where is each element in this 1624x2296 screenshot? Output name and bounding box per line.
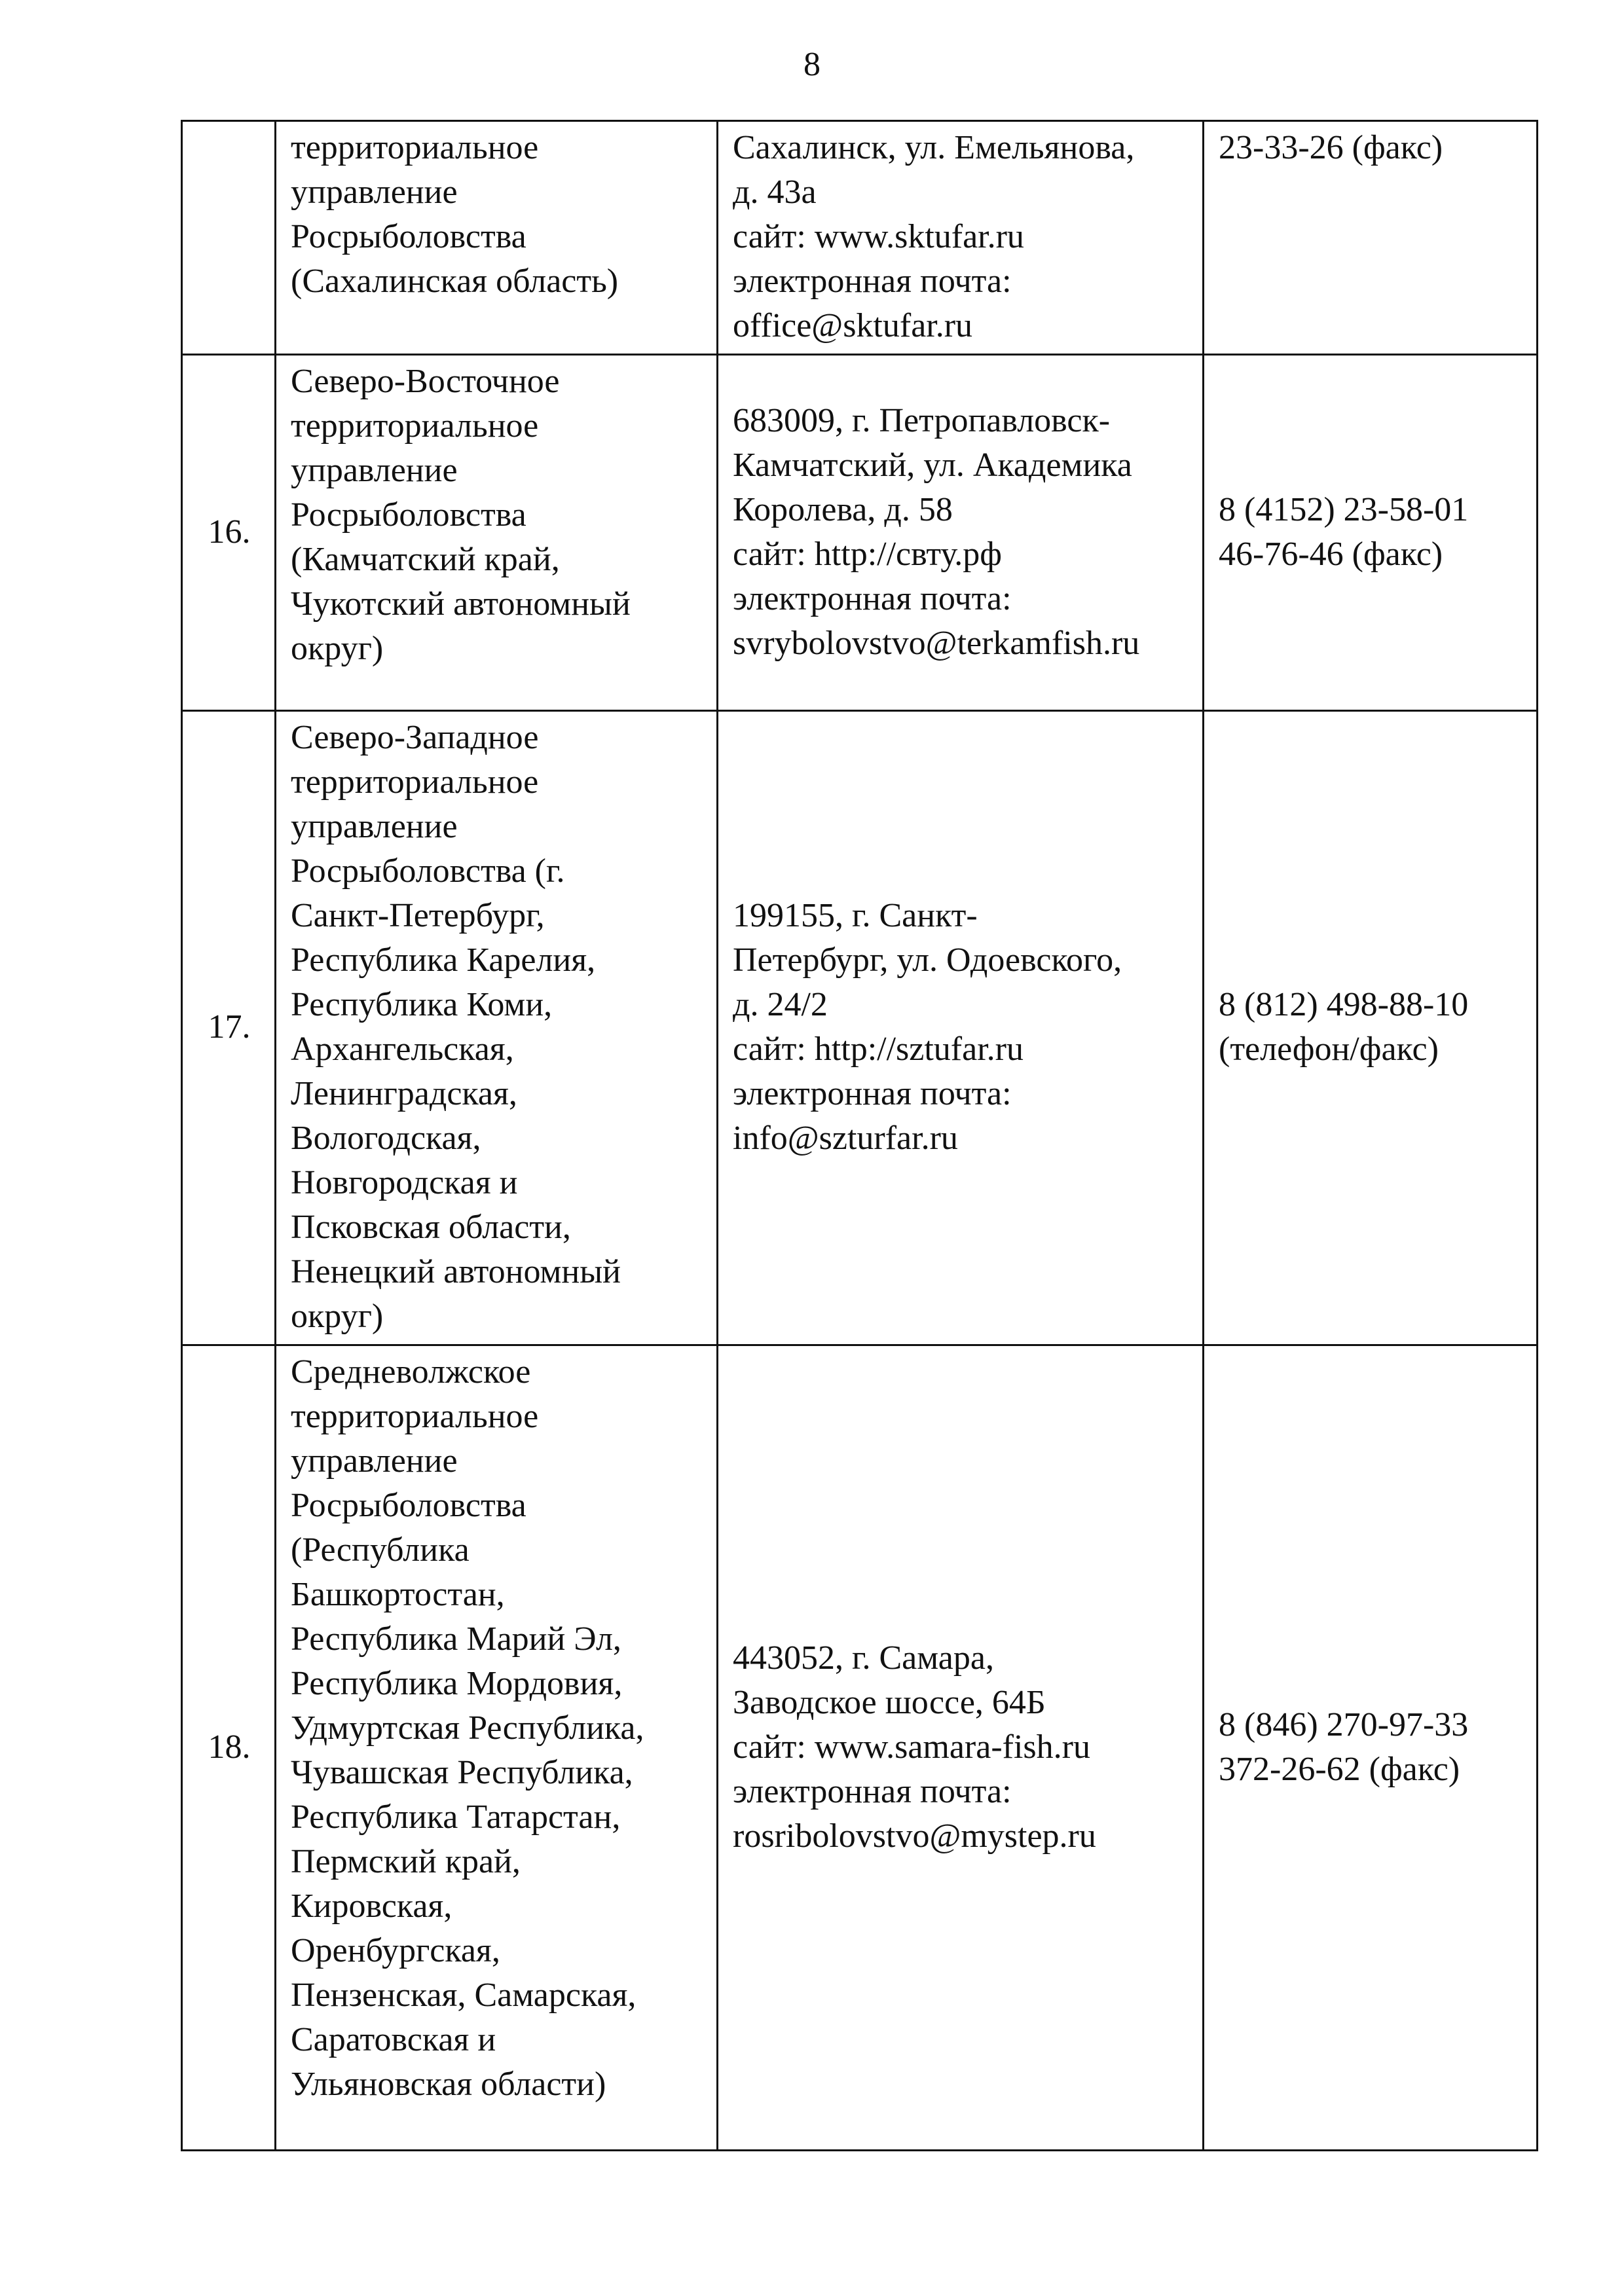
table-row (182, 711, 1538, 1345)
phone-cell: 8 (812) 498-88-10 (телефон/факс) (1204, 711, 1538, 1345)
page-number: 8 (803, 46, 821, 83)
table-row (182, 121, 1538, 355)
organization-cell: Северо-Западное территориальное управление Росрыболовства (г. Санкт-Петербург, Республика Карелия, Республика Коми, Архангельская, Ленинградская, Вологодская, Новгородская и Псковская области, Ненецкий автономный округ) (276, 711, 718, 1345)
row-number (182, 121, 276, 355)
row-number: 16. (182, 355, 276, 711)
contacts-cell: 683009, г. Петропавловск- Камчатский, ул. Академика Королева, д. 58 сайт: http://свту.рф электронная почта: svrybolovstvo@terkamfish.ru (718, 355, 1204, 711)
table-row (182, 355, 1538, 711)
organization-cell: Северо-Восточное территориальное управление Росрыболовства (Камчатский край, Чукотский автономный округ) (276, 355, 718, 711)
contacts-cell: 443052, г. Самара, Заводское шоссе, 64Б сайт: www.samara-fish.ru электронная почта: rosribolovstvo@mystep.ru (718, 1345, 1204, 2151)
row-number: 17. (182, 711, 276, 1345)
organization-cell: территориальное управление Росрыболовства (Сахалинская область) (276, 121, 718, 355)
phone-cell: 23-33-26 (факс) (1204, 121, 1538, 355)
organization-cell: Средневолжское территориальное управление Росрыболовства (Республика Башкортостан, Республика Марий Эл, Республика Мордовия, Удмуртская Республика, Чувашская Республика, Республика Татарстан, Пермский край, Кировская, Оренбургская, Пензенская, Самарская, Саратовская и Ульяновская области) (276, 1345, 718, 2151)
phone-cell: 8 (846) 270-97-33 372-26-62 (факс) (1204, 1345, 1538, 2151)
contacts-cell: Сахалинск, ул. Емельянова, д. 43а сайт: www.sktufar.ru электронная почта: office@sktufar.ru (718, 121, 1204, 355)
phone-cell: 8 (4152) 23-58-01 46-76-46 (факс) (1204, 355, 1538, 711)
contacts-cell: 199155, г. Санкт- Петербург, ул. Одоевского, д. 24/2 сайт: http://sztufar.ru электронная почта: info@szturfar.ru (718, 711, 1204, 1345)
contacts-table (181, 120, 1538, 2151)
row-number: 18. (182, 1345, 276, 2151)
table-row (182, 1345, 1538, 2151)
